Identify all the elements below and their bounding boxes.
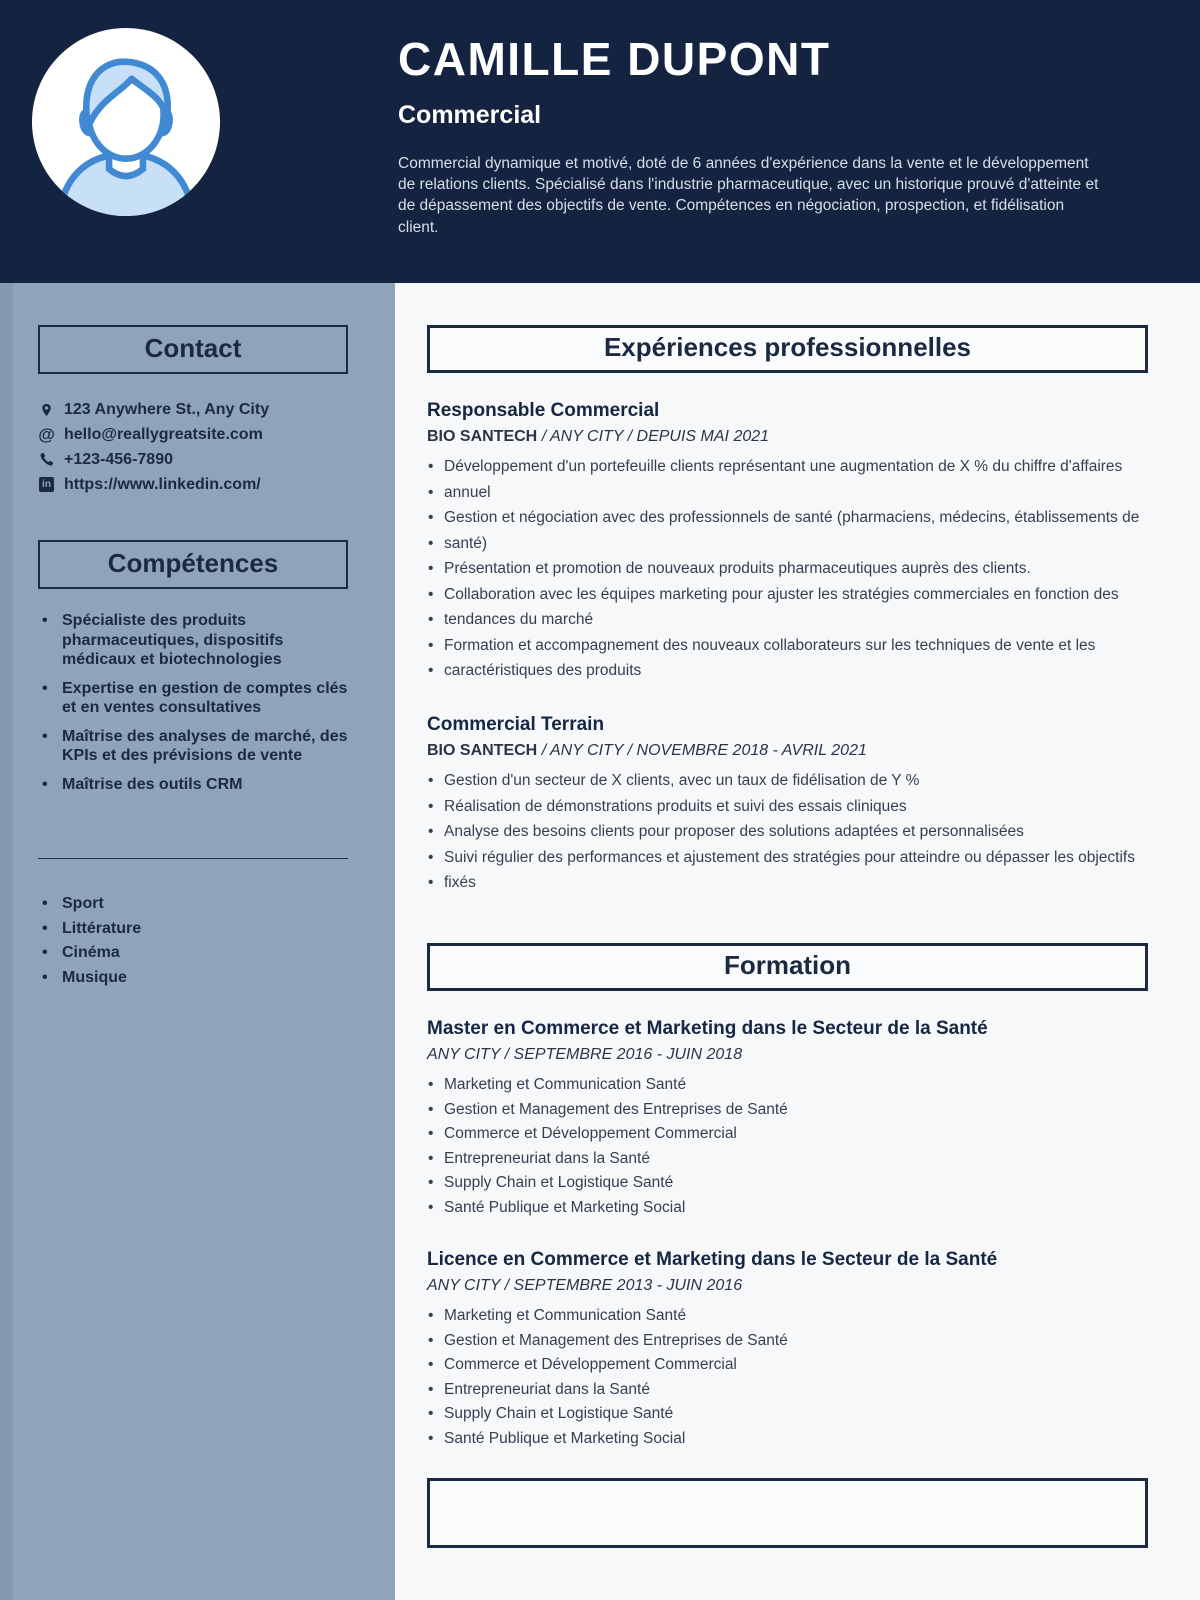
contact-phone-text: +123-456-7890: [64, 451, 173, 468]
contact-linkedin-text: https://www.linkedin.com/: [64, 476, 261, 493]
skill-item: • Maîtrise des outils CRM: [42, 775, 361, 795]
contact-address-text: 123 Anywhere St., Any City: [64, 401, 270, 418]
education-bullet-list: [427, 1074, 1148, 1218]
sidebar: [0, 283, 395, 1600]
job-bullet: • santé): [427, 533, 1148, 554]
job-bullet: • Collaboration avec les équipes marketing pour ajuster les stratégies commerciales en fonction des: [427, 584, 1148, 605]
next-section-box-cutoff: [427, 1478, 1148, 1548]
skill-item: • Spécialiste des produits pharmaceutiques, dispositifs médicaux et biotechnologies: [42, 611, 361, 670]
contact-linkedin[interactable]: [38, 472, 365, 497]
job-bullet: • Gestion et négociation avec des professionnels de santé (pharmaciens, médecins, établissements de: [427, 507, 1148, 528]
job-company: BIO SANTECH: [427, 428, 538, 445]
contact-list: [38, 397, 365, 497]
education-bullet: • Supply Chain et Logistique Santé: [427, 1172, 1148, 1193]
education-bullet: • Gestion et Management des Entreprises de Santé: [427, 1330, 1148, 1351]
skills-list: [42, 611, 361, 794]
job-bullet-list: [427, 770, 1148, 893]
education-bullet: • Supply Chain et Logistique Santé: [427, 1403, 1148, 1424]
person-name: CAMILLE DUPONT: [398, 33, 831, 85]
degree-title: Master en Commerce et Marketing dans le Secteur de la Santé: [427, 1018, 988, 1039]
education-meta: ANY CITY / SEPTEMBRE 2016 - JUIN 2018: [427, 1046, 743, 1063]
main-column: [395, 283, 1200, 1600]
job-entry: [427, 400, 1148, 681]
contact-email-text: hello@reallygreatsite.com: [64, 426, 263, 443]
education-bullet: • Commerce et Développement Commercial: [427, 1354, 1148, 1375]
contact-email[interactable]: [38, 422, 365, 447]
job-company: BIO SANTECH: [427, 742, 538, 759]
education-bullet: • Commerce et Développement Commercial: [427, 1123, 1148, 1144]
job-bullet-list: [427, 456, 1148, 681]
job-bullet: • Présentation et promotion de nouveaux produits pharmaceutiques auprès des clients.: [427, 558, 1148, 579]
skills-section-title: Compétences: [38, 540, 348, 589]
job-role: Responsable Commercial: [427, 400, 660, 421]
education-bullet: • Gestion et Management des Entreprises de Santé: [427, 1099, 1148, 1120]
job-meta: [427, 742, 1148, 760]
education-bullet: • Marketing et Communication Santé: [427, 1305, 1148, 1326]
contact-address: [38, 397, 365, 422]
job-bullet: • Développement d'un portefeuille clients représentant une augmentation de X % du chiffre d'affaires: [427, 456, 1148, 477]
sidebar-divider: [38, 858, 348, 859]
avatar-person-icon: [32, 28, 220, 216]
interest-item: • Littérature: [42, 917, 361, 942]
map-pin-icon: [38, 401, 55, 418]
job-bullet: • Analyse des besoins clients pour proposer des solutions adaptées et personnalisées: [427, 821, 1148, 842]
education-bullet: • Santé Publique et Marketing Social: [427, 1428, 1148, 1449]
person-role: Commercial: [398, 100, 542, 129]
job-bullet: • Réalisation de démonstrations produits et suivi des essais cliniques: [427, 796, 1148, 817]
job-location-dates: / ANY CITY / DEPUIS MAI 2021: [541, 428, 770, 445]
job-bullet: • Formation et accompagnement des nouveaux collaborateurs sur les techniques de vente et les: [427, 635, 1148, 656]
education-bullet: • Entrepreneuriat dans la Santé: [427, 1379, 1148, 1400]
skill-item: • Maîtrise des analyses de marché, des KPIs et des prévisions de vente: [42, 727, 361, 766]
job-meta: [427, 428, 1148, 446]
header-banner: [0, 0, 1200, 283]
education-bullet: • Entrepreneuriat dans la Santé: [427, 1148, 1148, 1169]
at-icon: @: [38, 425, 55, 444]
contact-section-title: Contact: [38, 325, 348, 374]
job-bullet: • fixés: [427, 872, 1148, 893]
interests-list: [42, 892, 361, 990]
job-location-dates: / ANY CITY / NOVEMBRE 2018 - AVRIL 2021: [541, 742, 867, 759]
experience-section-title: Expériences professionnelles: [427, 325, 1148, 373]
skill-item: • Expertise en gestion de comptes clés et en ventes consultatives: [42, 679, 361, 718]
interest-item: • Cinéma: [42, 941, 361, 966]
phone-icon: [38, 451, 55, 468]
interest-item: • Sport: [42, 892, 361, 917]
job-entry: [427, 714, 1148, 893]
job-role: Commercial Terrain: [427, 714, 605, 735]
job-bullet: • annuel: [427, 482, 1148, 503]
job-bullet: • tendances du marché: [427, 609, 1148, 630]
education-bullet: • Santé Publique et Marketing Social: [427, 1197, 1148, 1218]
education-entry: [427, 1249, 1148, 1449]
job-bullet: • Gestion d'un secteur de X clients, avec un taux de fidélisation de Y %: [427, 770, 1148, 791]
job-bullet: • caractéristiques des produits: [427, 660, 1148, 681]
avatar: [32, 28, 220, 216]
degree-title: Licence en Commerce et Marketing dans le Secteur de la Santé: [427, 1248, 998, 1270]
education-entry: [427, 1018, 1148, 1218]
education-bullet-list: [427, 1305, 1148, 1449]
profile-summary: Commercial dynamique et motivé, doté de 6 années d'expérience dans la vente et le développement de relations clients. Spécialisé dans l'industrie pharmaceutique, avec un historique prouvé d'atteinte et de dépassement des objectifs de vente. Compétences en négociation, prospection, et fidélisation client.: [398, 154, 1099, 236]
interest-item: • Musique: [42, 966, 361, 991]
education-bullet: • Marketing et Communication Santé: [427, 1074, 1148, 1095]
contact-phone[interactable]: [38, 447, 365, 472]
job-bullet: • Suivi régulier des performances et ajustement des stratégies pour atteindre ou dépasser les objectifs: [427, 847, 1148, 868]
education-meta: ANY CITY / SEPTEMBRE 2013 - JUIN 2016: [427, 1276, 743, 1294]
linkedin-icon: in: [38, 476, 55, 493]
education-section-title: Formation: [427, 943, 1148, 991]
